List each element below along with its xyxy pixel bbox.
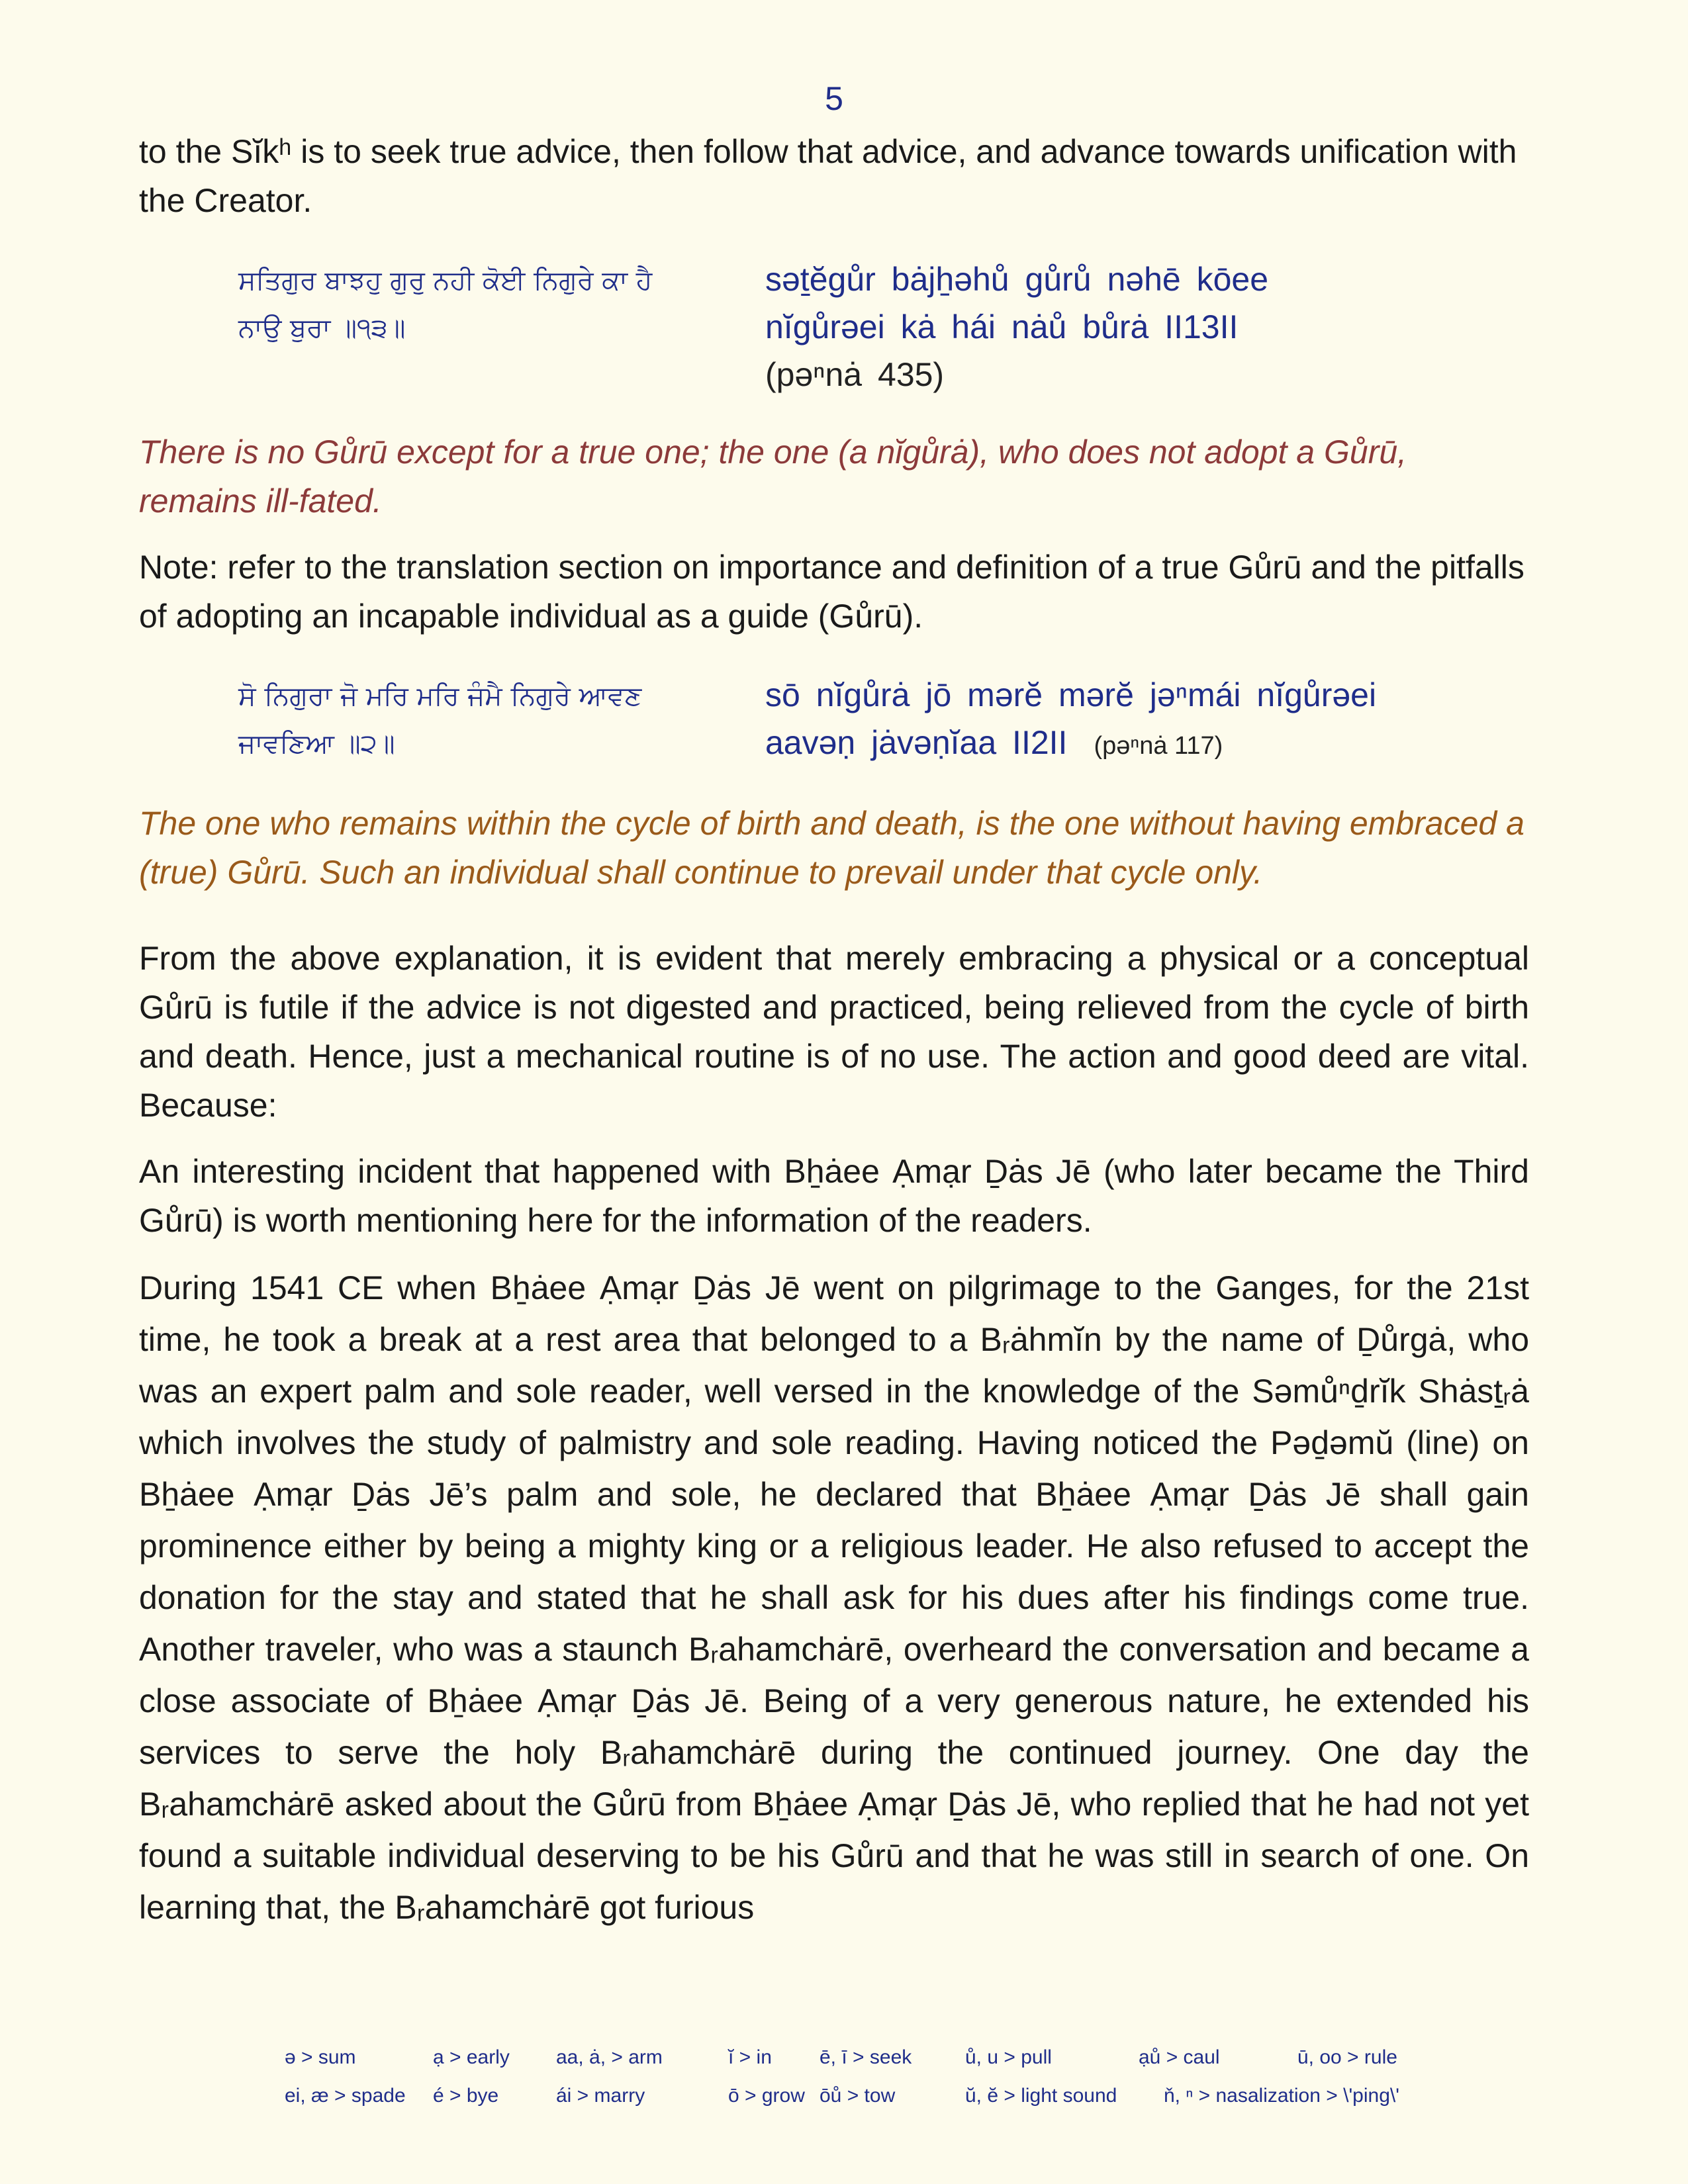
pronunciation-legend [285,2038,1476,2115]
legend-item: ō > grow [728,2085,805,2107]
legend-item: ōů > tow [820,2085,896,2107]
transliteration-verse-2-line-1: sō nĭgůrȧ jō mərĕ mərĕ jəⁿmái nĭgůrəei [765,676,1377,713]
gurmukhi-verse-2-line-1: ਸੋ ਨਿਗੁਰਾ ਜੋ ਮਰਿ ਮਰਿ ਜੰਮੈ ਨਿਗੁਰੇ ਆਵਣ [238,681,642,711]
intro-paragraph: to the Sĭkʰ is to seek true advice, then follow that advice, and advance towards unification with the Creator. [139,133,1517,219]
transliteration-verse-1-line-1 [765,255,1427,303]
transliteration-verse-1 [765,255,1427,398]
legend-item: ū, oo > rule [1297,2046,1397,2068]
document-page [139,79,1529,1950]
gurmukhi-verse-1 [238,255,715,398]
transliteration-verse-2 [765,671,1427,770]
legend-item: ái > marry [556,2085,645,2107]
legend-item: ei, æ > spade [285,2085,406,2107]
gurmukhi-verse-2 [238,671,715,770]
verse-block-2 [238,671,1529,770]
legend-item: ē, ī > seek [820,2046,912,2068]
legend-item: ĭ > in [728,2046,772,2068]
legend-item: ŭ, ĕ > light sound [965,2085,1117,2107]
legend-item: ạů > caul [1139,2046,1220,2068]
page-number: 5 [825,80,843,117]
translation-1: There is no Gůrū except for a true one; the one (a nĭgůrȧ), who does not adopt a Gůrū, remains ill-fated. [139,433,1407,520]
transliteration-1-part-b: nəhē kōee [1091,261,1269,298]
translation-2: The one who remains within the cycle of birth and death, is the one without having embraced a (true) Gůrū. Such an individual shall continue to prevail under that cycle only. [139,805,1524,891]
transliteration-verse-2-line-2 [765,719,1427,770]
legend-row-2 [285,2077,1476,2115]
paragraph-explanation: From the above explanation, it is evident that merely embracing a physical or a conceptual Gůrū is futile if the advice is not digested and practiced, being relieved from the cycle of birth and death. Hence, just a mechanical routine is of no use. The action and good deed are vital. Because: [139,940,1529,1124]
gurmukhi-verse-1-line-1: ਸਤਿਗੁਰ ਬਾਝਹੁ ਗੁਰੁ ਨਹੀ ਕੋਈ ਨਿਗੁਰੇ ਕਾ ਹੈ [238,265,653,296]
legend-item: ạ > early [433,2046,510,2068]
transliteration-1-part-a: səṯĕgůr bȧjẖəhů gůrů [765,261,1092,298]
paragraph-incident: An interesting incident that happened with Bẖȧee Ạmạr Ḏȧs Jē (who later became the Third Gůrū) is worth mentioning here for the information of the readers. [139,1153,1529,1239]
legend-item: aa, ȧ, > arm [556,2046,663,2068]
legend-item: ů, u > pull [965,2046,1052,2068]
verse-1-reference: (pəⁿnȧ 435) [765,356,945,393]
verse-2-reference: (pəⁿnȧ 117) [1094,732,1223,760]
legend-row-1 [285,2038,1476,2077]
transliteration-verse-1-line-2: nĭgůrəei kȧ hái nȧů bůrȧ II13II [765,308,1239,345]
paragraph-pilgrimage: During 1541 CE when Bẖȧee Ạmạr Ḏȧs Jē went on pilgrimage to the Ganges, for the 21st time, he took a break at a rest area that belonged to a Bᵣȧhmĭn by the name of Ḏůrgȧ, who was an expert palm and sole reader, well versed in the knowledge of the Səmůⁿḏrĭk Shȧsṯᵣȧ which involves the study of palmistry and sole reading. Having noticed the Pəḏəmŭ (line) on Bẖȧee Ạmạr Ḏȧs Jē’s palm and sole, he declared that Bẖȧee Ạmạr Ḏȧs Jē shall gain prominence either by being a mighty king or a religious leader. He also refused to accept the donation for the stay and stated that he shall ask for his dues after his findings come true. Another traveler, who was a staunch Bᵣahamchȧrē, overheard the conversation and became a close associate of Bẖȧee Ạmạr Ḏȧs Jē. Being of a very generous nature, he extended his services to serve the holy Bᵣahamchȧrē during the continued journey. One day the Bᵣahamchȧrē asked about the Gůrū from Bẖȧee Ạmạr Ḏȧs Jē, who replied that he had not yet found a suitable individual deserving to be his Gůrū and that he was still in search of one. On learning that, the Bᵣahamchȧrē got furious [139,1269,1529,1926]
legend-item: ə > sum [285,2046,356,2068]
legend-item: é > bye [433,2085,499,2107]
note-paragraph: Note: refer to the translation section on importance and definition of a true Gůrū and the pitfalls of adopting an incapable individual as a guide (Gůrū). [139,549,1524,635]
verse-block-1 [238,255,1529,398]
legend-item: ň, ⁿ > nasalization > \'ping\' [1164,2085,1399,2107]
gurmukhi-verse-2-line-2: ਜਾਵਣਿਆ ॥੨॥ [238,729,395,759]
transliteration-2-line-2-text: aavəṇ jȧvəṇĭaa II2II [765,724,1068,761]
gurmukhi-verse-1-line-2: ਨਾਉ ਬੁਰਾ ॥੧੩॥ [238,313,406,343]
